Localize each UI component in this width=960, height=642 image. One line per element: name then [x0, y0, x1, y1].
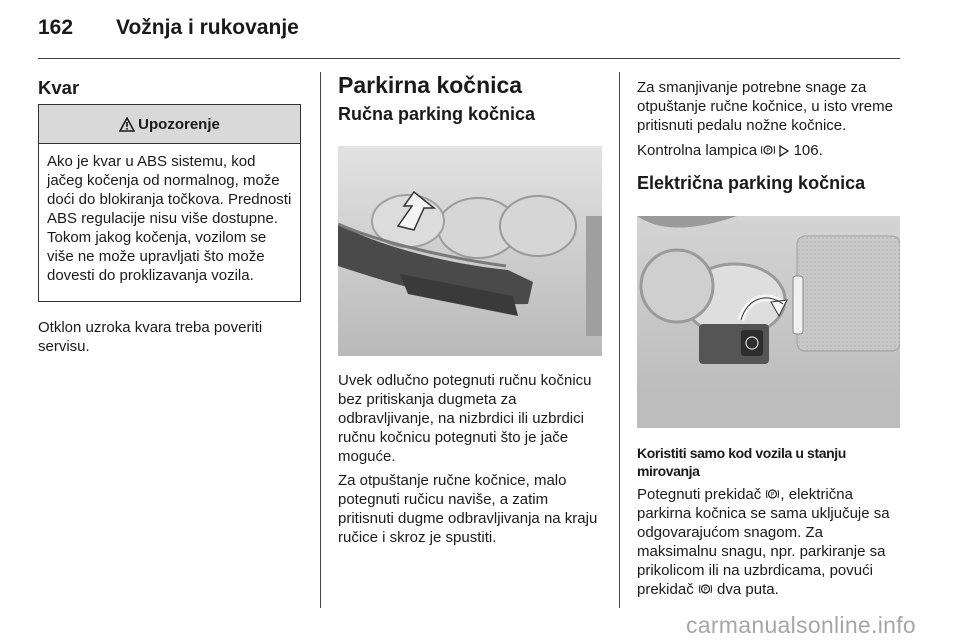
electric-brake-photo [637, 216, 900, 428]
section-heading-parkirna: Parkirna kočnica [338, 72, 523, 98]
electric-text-c: dva puta. [717, 581, 779, 598]
stationary-note: Koristiti samo kod vozila u stanju mirovanja [637, 445, 846, 479]
warning-title: Upozorenje [138, 115, 220, 133]
indicator-page-ref: 106. [793, 142, 823, 159]
header-divider [38, 58, 900, 59]
section-heading-kvar: Kvar [38, 77, 80, 98]
rucna-paragraph-1: Uvek odlučno potegnuti ručnu kočnicu bez pritiskanja dugmeta za odbravljivanje, na nizbrdici ili uzbrdici ručnu kočnicu potegnuti što je jače moguće. [338, 372, 592, 465]
column-3-top [637, 78, 907, 193]
parking-brake-warning-icon [761, 143, 775, 157]
svg-text:P: P [703, 586, 708, 594]
electric-text-b: , električna parkirna kočnica se sama uključuje sa odgovarajućom snagom. Za maksimalnu snagu, npr. parkiranje sa prikolicom ili na uzbrdicama, povući prekidač [637, 486, 890, 598]
column-3-body [637, 444, 907, 604]
electric-brake-illustration [637, 216, 900, 428]
parking-brake-switch-icon [765, 487, 780, 501]
subheading-rucna: Ručna parking kočnica [338, 104, 536, 124]
parking-brake-switch-icon-2 [698, 582, 713, 596]
electric-brake-paragraph [637, 485, 907, 599]
indicator-paragraph [637, 141, 907, 160]
svg-text:P: P [766, 147, 771, 155]
warning-text: Ako je kvar u ABS sistemu, kod jačeg kočenja od normalnog, može doći do blokiranja točkova. Prednosti ABS regulacije nisu više dostupne. Tokom jakog kočenja, vozilom se više ne može upravljati što može dovesti do proklizavanja vozila. [47, 153, 292, 284]
svg-text:P: P [771, 491, 775, 499]
handbrake-photo [338, 146, 602, 356]
column-divider-2 [619, 72, 620, 608]
page-header [38, 16, 299, 40]
kvar-text: Otklon uzroka kvara treba poveriti servisu. [38, 319, 263, 355]
column-2-body [338, 371, 608, 552]
watermark: carmanualsonline.info [685, 612, 916, 638]
handbrake-illustration [338, 146, 602, 356]
rucna-paragraph-2: Za otpuštanje ručne kočnice, malo potegnuti ručicu naviše, a zatim pritisnuti dugme odbravljivanja na kraju ručice i skroz je spustiti. [338, 472, 598, 546]
column-1-heading-wrap [38, 78, 308, 97]
chapter-title: Vožnja i rukovanje [116, 16, 299, 39]
warning-header [39, 105, 300, 144]
page-number: 162 [38, 16, 74, 39]
warning-box [38, 104, 301, 302]
column-1-body [38, 318, 300, 361]
warning-triangle-icon [119, 117, 135, 132]
column-2-headings [338, 72, 608, 124]
indicator-label: Kontrolna lampica [637, 142, 758, 159]
column-divider-1 [320, 72, 321, 608]
release-paragraph: Za smanjivanje potrebne snage za otpuštanje ručne kočnice, u isto vreme pritisnuti pedalu nožne kočnice. [637, 79, 893, 134]
subheading-elektricna: Električna parking kočnica [637, 173, 866, 193]
electric-text-a: Potegnuti prekidač [637, 486, 762, 503]
page-reference-icon [779, 145, 789, 157]
